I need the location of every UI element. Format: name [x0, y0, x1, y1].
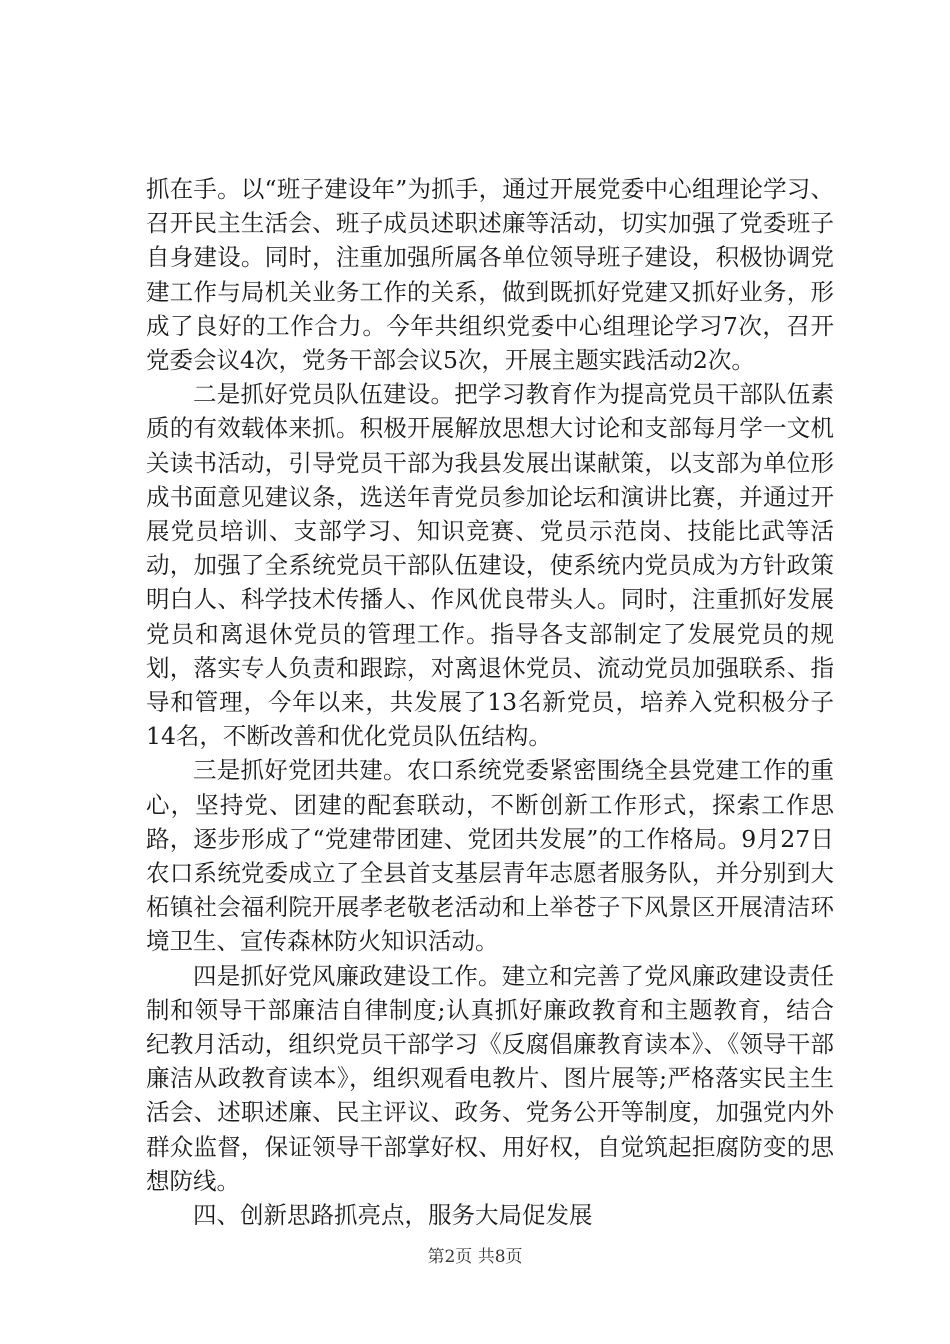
paragraph-party-member-team: 二是抓好党员队伍建设。把学习教育作为提高党员干部队伍素质的有效载体来抓。积极开展解放思想大讨论和支部每月学一文机关读书活动，引导党员干部为我县发展出谋献策，以支部为单位形成书面意见建议条，选送年青党员参加论坛和演讲比赛，并通过开展党员培训、支部学习、知识竞赛、党员示范岗、技能比武等活动，加强了全系统党员干部队伍建设，使系统内党员成为方针政策明白人、科学技术传播人、作风优良带头人。同时，注重抓好发展党员和离退休党员的管理工作。指导各支部制定了发展党员的规划，落实专人负责和跟踪，对离退休党员、流动党员加强联系、指导和管理，今年以来，共发展了13名新党员，培养入党积极分子14名，不断改善和优化党员队伍结构。 [146, 380, 834, 751]
paragraph-clean-government: 四是抓好党风廉政建设工作。建立和完善了党风廉政建设责任制和领导干部廉洁自律制度;认真抓好廉政教育和主题教育，结合纪教月活动，组织党员干部学习《反腐倡廉教育读本》、《领导干部廉洁从政教育读本》，组织观看电教片、图片展等;严格落实民主生活会、述职述廉、民主评议、政务、党务公开等制度，加强党内外群众监督，保证领导干部掌好权、用好权，自觉筑起拒腐防变的思想防线。 [146, 961, 834, 1195]
page-number-footer: 第2页 共8页 [427, 1247, 523, 1267]
document-body [146, 172, 834, 1232]
section-heading-innovation: 四、创新思路抓亮点，服务大局促发展 [193, 1201, 593, 1230]
paragraph-party-youth-league: 三是抓好党团共建。农口系统党委紧密围绕全县党建工作的重心，坚持党、团建的配套联动，不断创新工作形式，探索工作思路，逐步形成了“党建带团建、党团共发展”的工作格局。9月27日农口系统党委成立了全县首支基层青年志愿者服务队，并分别到大柘镇社会福利院开展孝老敬老活动和上举苍子下风景区开展清洁环境卫生、宣传森林防火知识活动。 [146, 756, 834, 956]
paragraph-continuation: 抓在手。以“班子建设年”为抓手，通过开展党委中心组理论学习、召开民主生活会、班子成员述职述廉等活动，切实加强了党委班子自身建设。同时，注重加强所属各单位领导班子建设，积极协调党建工作与局机关业务工作的关系，做到既抓好党建又抓好业务，形成了良好的工作合力。今年共组织党委中心组理论学习7次，召开党委会议4次，党务干部会议5次，开展主题实践活动2次。 [146, 175, 834, 375]
